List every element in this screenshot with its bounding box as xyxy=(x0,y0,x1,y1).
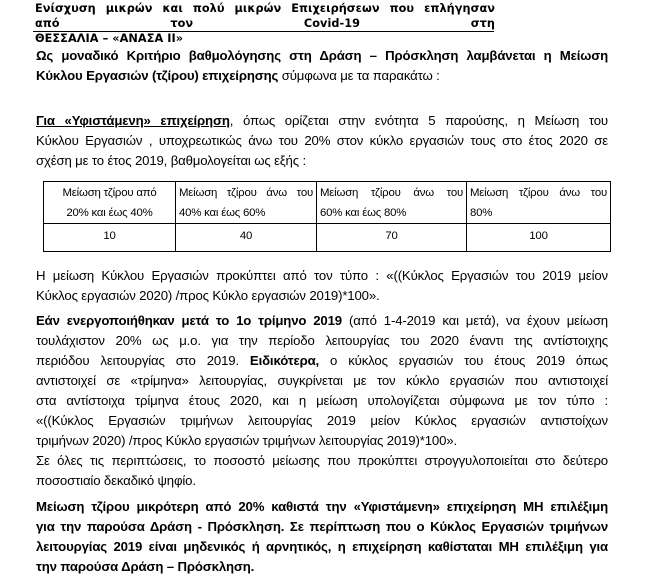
after-q1-line-2: τουλάχιστον 20% ως μ.ο. για την περίοδο λειτουργίας του 2020 έναντι της αντίστοιχης xyxy=(36,333,608,348)
header-title-line-1: Ενίσχυση μικρών και πολύ μικρών Επιχειρήσεων που επλήγησαν από τον Covid-19 στη xyxy=(35,2,495,30)
after-q1-line-6: «((Κύκλος Εργασιών τριμήνων λειτουργίας 2019 μείον Κύκλος εργασιών αντιστοίχων xyxy=(36,413,608,428)
after-first-quarter-paragraph xyxy=(36,311,608,451)
rounding-line-1: Σε όλες τις περιπτώσεις, το ποσοστό μείωσης που προκύπτει στρογγυλοποιείται στο δεύτερο xyxy=(36,453,608,468)
intro-bold-line-2: Κύκλου Εργασιών (τζίρου) επιχείρησης xyxy=(36,68,279,83)
ineligible-line-4: την παρούσα Δράση – Πρόσκληση. xyxy=(36,559,255,574)
after-q1-line-5: στα αντίστοιχα τρίμηνα έτους 2020, και η μείωση υπολογίζεται σύμφωνα με τον τύπο : xyxy=(36,393,608,408)
header-cell-line-2: 20% και έως 40% xyxy=(66,207,153,219)
after-q1-line-3-bold: Ειδικότερα, xyxy=(249,353,320,368)
header-title-line-2: ΘΕΣΣΑΛΙΑ – «ΑΝΑΣΑ ΙΙ» xyxy=(35,32,184,45)
ineligible-line-2: για την παρούσα Δράση - Πρόσκληση. Σε περίπτωση που ο Κύκλος Εργασιών τριμήνων xyxy=(36,519,608,534)
after-q1-line-4: αντιστοιχεί σε «τρίμηνα» λειτουργίας, συγκρίνεται με τον κύκλο εργασιών που αντιστοιχεί xyxy=(36,373,608,388)
rounding-paragraph xyxy=(36,451,608,491)
existing-business-paragraph xyxy=(36,111,608,171)
header-cell-line-1: Μείωση τζίρου άνω του xyxy=(179,187,313,199)
score-table-header-cell xyxy=(44,182,176,224)
header-cell-line-1: Μείωση τζίρου από xyxy=(62,187,157,199)
score-table-values-row xyxy=(44,224,611,252)
existing-line-2: Κύκλου Εργασιών , υποχρεωτικώς άνω του 20% στον κύκλο εργασιών τους στο έτος 2020 σε xyxy=(36,133,608,148)
score-cell: 10 xyxy=(44,224,176,252)
document-header xyxy=(35,1,495,46)
score-cell: 70 xyxy=(317,224,467,252)
score-table-header-cell xyxy=(176,182,317,224)
existing-lead: Για «Υφιστάμενη» επιχείρηση xyxy=(36,113,230,128)
score-cell: 100 xyxy=(467,224,611,252)
intro-rest: σύμφωνα με τα παρακάτω : xyxy=(278,68,440,83)
score-cell: 40 xyxy=(176,224,317,252)
after-q1-bold-lead: Εάν ενεργοποιήθηκαν μετά το 1ο τρίμηνο 2019 xyxy=(36,313,342,328)
header-rule xyxy=(33,31,494,32)
header-cell-line-2: 80% xyxy=(470,207,493,219)
existing-line-3: σχέση με το έτος 2019, βαθμολογείται ως εξής : xyxy=(36,153,306,168)
intro-paragraph xyxy=(36,46,608,86)
after-q1-line-3-start: περιόδου λειτουργίας στο 2019. xyxy=(36,353,250,368)
header-cell-line-2: 40% και έως 60% xyxy=(179,207,266,219)
after-q1-line-7: τριμήνων 2020) /προς Κύκλο εργασιών τριμήνων λειτουργίας 2019)*100». xyxy=(36,433,457,448)
existing-line-1-rest: , όπως ορίζεται στην ενότητα 5 παρούσης, η Μείωση του xyxy=(229,113,608,128)
ineligible-line-1: Μείωση τζίρου μικρότερη από 20% καθιστά την «Υφιστάμενη» επιχείρηση ΜΗ επιλέξιμη xyxy=(36,499,608,514)
ineligibility-paragraph xyxy=(36,497,608,577)
score-table-header-cell xyxy=(317,182,467,224)
intro-bold-line-1: Ως μοναδικό Κριτήριο βαθμολόγησης στη Δράση – Πρόσκληση λαμβάνεται η Μείωση xyxy=(36,48,608,63)
header-cell-line-1: Μείωση τζίρου άνω του xyxy=(470,187,607,199)
formula-line-1: Η μείωση Κύκλου Εργασιών προκύπτει από τον τύπο : «((Κύκλος Εργασιών του 2019 μείον xyxy=(36,268,608,283)
rounding-line-2: ποσοστιαίο δεκαδικό ψηφίο. xyxy=(36,473,196,488)
score-table-header-row xyxy=(44,182,611,224)
score-table-header-cell xyxy=(467,182,611,224)
ineligible-line-3: λειτουργίας 2019 είναι μηδενικός ή αρνητικός, η επιχείρηση καθίσταται ΜΗ επιλέξιμη για xyxy=(36,539,608,554)
header-cell-line-1: Μείωση τζίρου άνω του xyxy=(320,187,463,199)
score-table xyxy=(43,181,611,252)
after-q1-line-3-rest: ο κύκλος εργασιών του έτους 2019 όπως xyxy=(319,353,608,368)
formula-line-2: Κύκλος εργασιών 2020) /προς Κύκλο εργασιών 2019)*100». xyxy=(36,288,380,303)
header-cell-line-2: 60% και έως 80% xyxy=(320,207,407,219)
after-q1-line-1-rest: (από 1-4-2019 και μετά), να έχουν μείωση xyxy=(342,313,608,328)
formula-paragraph xyxy=(36,266,608,306)
